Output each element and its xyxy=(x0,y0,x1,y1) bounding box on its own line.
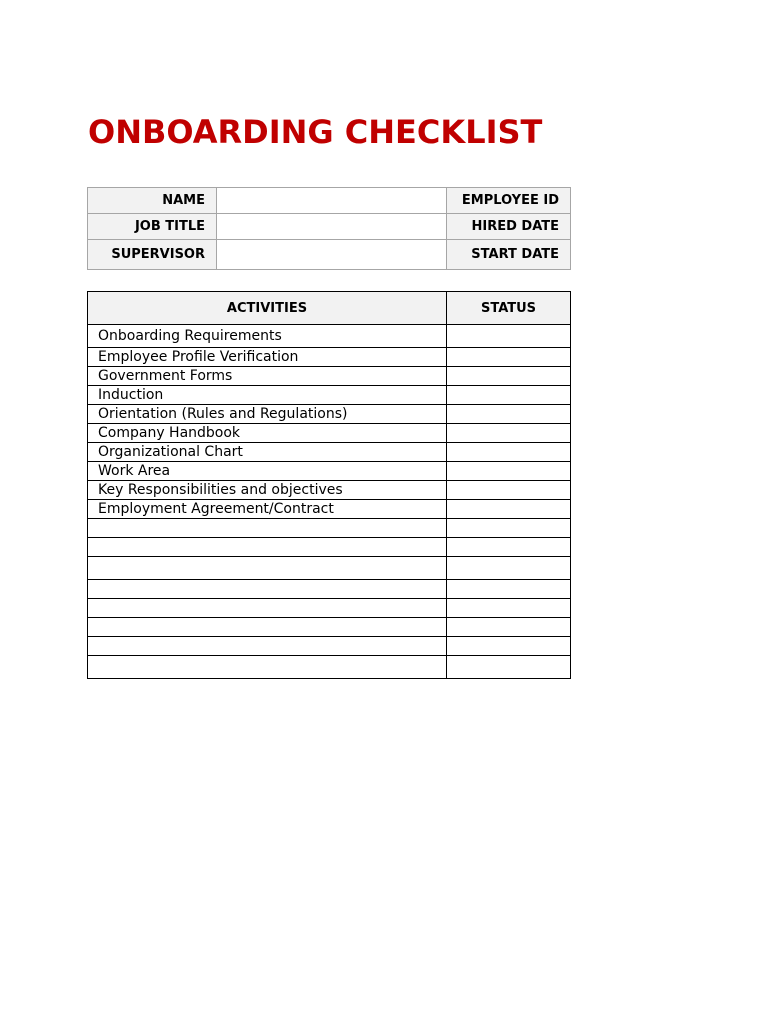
table-row xyxy=(88,519,571,538)
table-row xyxy=(88,462,571,481)
name-field[interactable] xyxy=(217,188,447,214)
table-row xyxy=(88,580,571,599)
status-cell[interactable] xyxy=(447,580,571,599)
activities-table xyxy=(87,291,571,679)
activity-cell[interactable] xyxy=(88,637,447,656)
status-cell[interactable] xyxy=(447,656,571,679)
activity-cell[interactable] xyxy=(88,519,447,538)
page-title: ONBOARDING CHECKLIST xyxy=(88,113,543,151)
table-row xyxy=(88,424,571,443)
activity-cell[interactable] xyxy=(88,618,447,637)
activity-cell: Employee Profile Verification xyxy=(88,348,447,367)
table-row xyxy=(88,599,571,618)
activity-cell: Onboarding Requirements xyxy=(88,325,447,348)
status-cell[interactable] xyxy=(447,443,571,462)
activity-cell[interactable] xyxy=(88,538,447,557)
table-row xyxy=(88,557,571,580)
status-cell[interactable] xyxy=(447,462,571,481)
name-label: NAME xyxy=(88,188,217,214)
table-row xyxy=(88,637,571,656)
status-cell[interactable] xyxy=(447,618,571,637)
table-row xyxy=(88,325,571,348)
activity-cell: Organizational Chart xyxy=(88,443,447,462)
info-row-supervisor xyxy=(88,240,571,270)
table-row xyxy=(88,443,571,462)
supervisor-field[interactable] xyxy=(217,240,447,270)
hired-date-label: HIRED DATE xyxy=(447,214,571,240)
status-cell[interactable] xyxy=(447,386,571,405)
status-cell[interactable] xyxy=(447,637,571,656)
activities-header: ACTIVITIES xyxy=(88,292,447,325)
activity-cell[interactable] xyxy=(88,599,447,618)
status-cell[interactable] xyxy=(447,325,571,348)
activity-cell[interactable] xyxy=(88,580,447,599)
activity-cell: Key Responsibilities and objectives xyxy=(88,481,447,500)
status-cell[interactable] xyxy=(447,538,571,557)
status-cell[interactable] xyxy=(447,424,571,443)
status-cell[interactable] xyxy=(447,367,571,386)
status-cell[interactable] xyxy=(447,500,571,519)
table-row xyxy=(88,538,571,557)
status-cell[interactable] xyxy=(447,599,571,618)
table-row xyxy=(88,500,571,519)
activity-cell: Employment Agreement/Contract xyxy=(88,500,447,519)
info-row-name xyxy=(88,188,571,214)
status-header: STATUS xyxy=(447,292,571,325)
status-cell[interactable] xyxy=(447,348,571,367)
activity-cell[interactable] xyxy=(88,656,447,679)
table-row xyxy=(88,367,571,386)
job-title-field[interactable] xyxy=(217,214,447,240)
activity-cell: Company Handbook xyxy=(88,424,447,443)
activity-cell: Orientation (Rules and Regulations) xyxy=(88,405,447,424)
job-title-label: JOB TITLE xyxy=(88,214,217,240)
activity-cell: Work Area xyxy=(88,462,447,481)
table-row xyxy=(88,348,571,367)
table-row xyxy=(88,481,571,500)
status-cell[interactable] xyxy=(447,557,571,580)
status-cell[interactable] xyxy=(447,519,571,538)
activities-header-row xyxy=(88,292,571,325)
table-row xyxy=(88,656,571,679)
start-date-label: START DATE xyxy=(447,240,571,270)
status-cell[interactable] xyxy=(447,481,571,500)
employee-info-table xyxy=(87,187,571,270)
activity-cell[interactable] xyxy=(88,557,447,580)
table-row xyxy=(88,405,571,424)
supervisor-label: SUPERVISOR xyxy=(88,240,217,270)
table-row xyxy=(88,386,571,405)
status-cell[interactable] xyxy=(447,405,571,424)
activity-cell: Induction xyxy=(88,386,447,405)
table-row xyxy=(88,618,571,637)
info-row-job-title xyxy=(88,214,571,240)
employee-id-label: EMPLOYEE ID xyxy=(447,188,571,214)
activity-cell: Government Forms xyxy=(88,367,447,386)
